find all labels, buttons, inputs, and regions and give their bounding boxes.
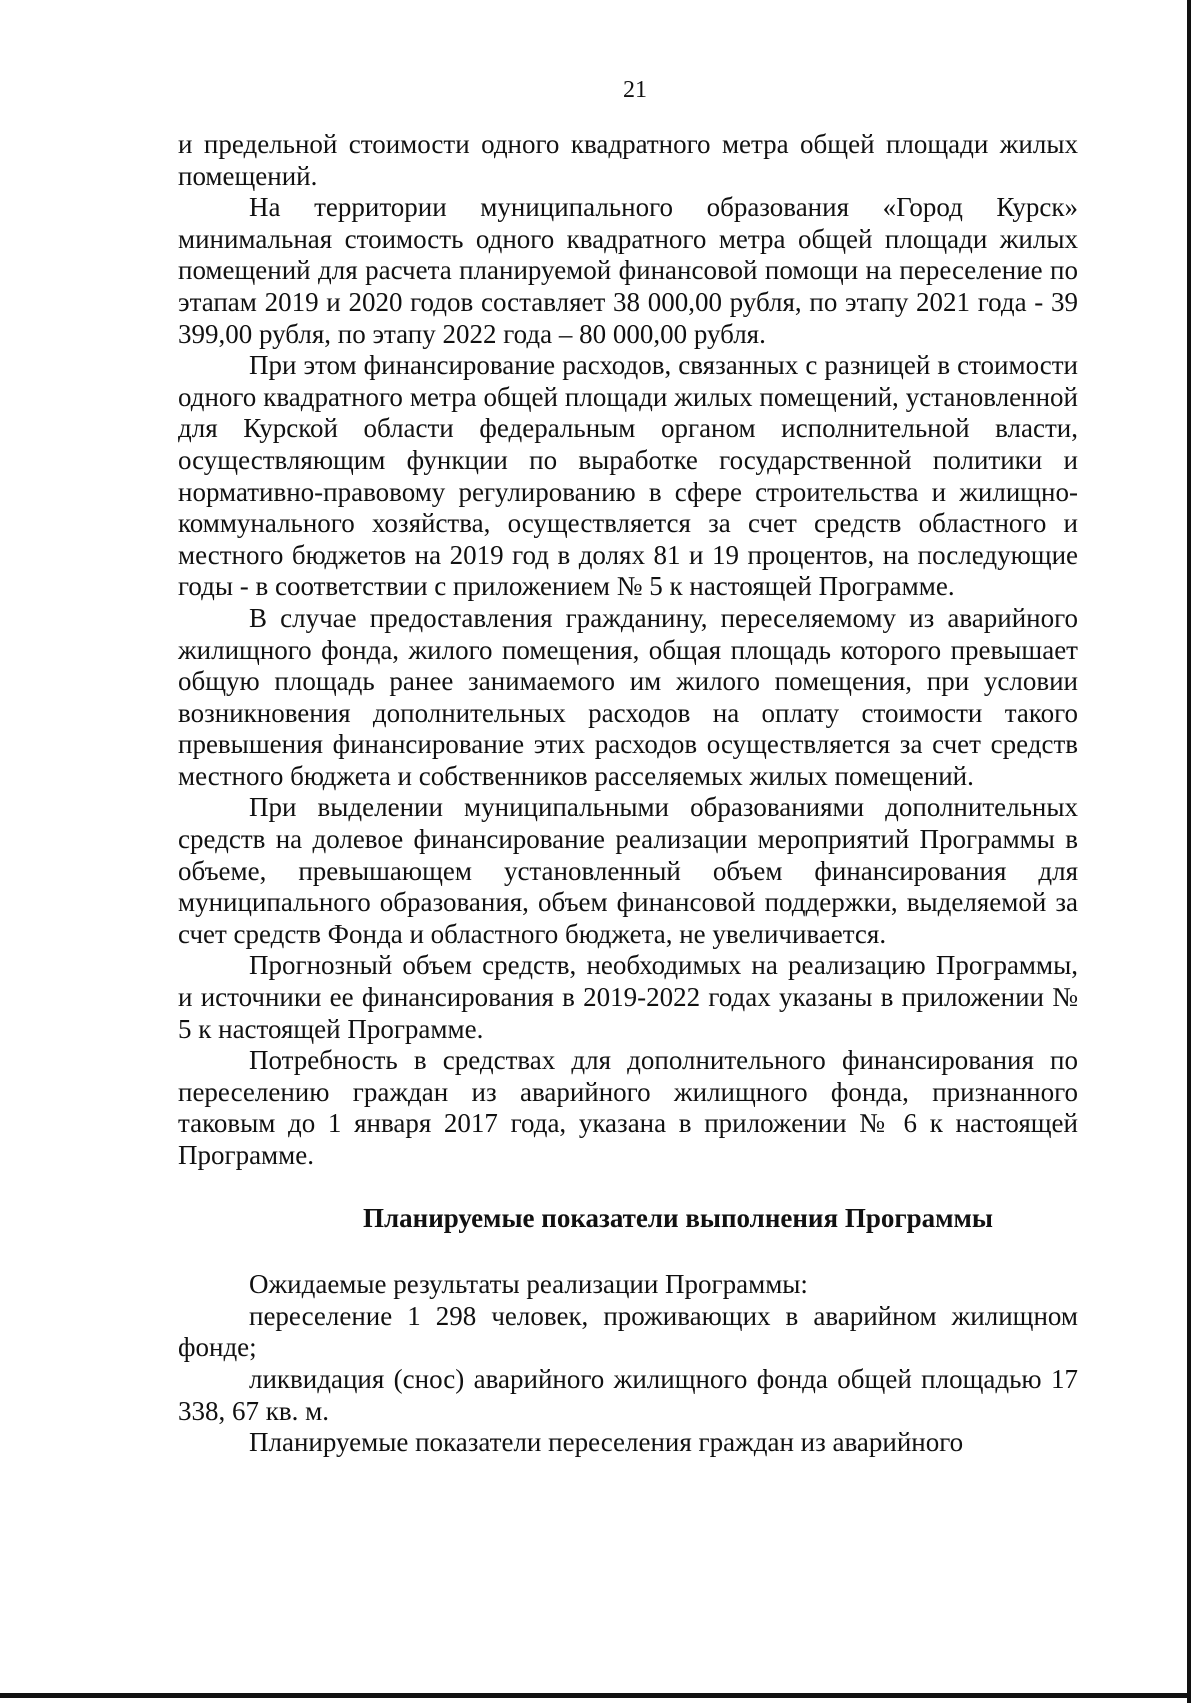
paragraph: Планируемые показатели переселения граждан из аварийного bbox=[249, 1427, 964, 1458]
paragraph-continuation: и предельной стоимости одного квадратного метра общей площади жилых помещений. bbox=[178, 129, 1078, 191]
paragraph: переселение 1 298 человек, проживающих в аварийном жилищном фонде; bbox=[178, 1300, 1078, 1363]
paragraph: Прогнозный объем средств, необходимых на реализацию Программы, и источники ее финансирования в 2019-2022 годах указаны в приложении № 5 к настоящей Программе. bbox=[178, 950, 1078, 1044]
scan-edge-bottom bbox=[0, 1693, 1191, 1698]
paragraph: При этом финансирование расходов, связанных с разницей в стоимости одного квадратного метра общей площади жилых помещений, установленной для Курской области федеральным органом исполнительной власти, осуществляющим функции по выработке государственной политики и нормативно-правовому регулированию в сфере строительства и жилищно-коммунального хозяйства, осуществляется за счет средств областного и местного бюджетов на 2019 год в долях 81 и 19 процентов, на последующие годы - в соответствии с приложением № 5 к настоящей Программе. bbox=[178, 350, 1078, 602]
paragraph: Ожидаемые результаты реализации Программы: bbox=[249, 1269, 808, 1300]
section-heading: Планируемые показатели выполнения Программы bbox=[362, 1202, 994, 1233]
paragraph: Потребность в средствах для дополнительного финансирования по переселению граждан из аварийного жилищного фонда, признанного таковым до 1 января 2017 года, указана в приложении № 6 к настоящей Программе. bbox=[178, 1045, 1078, 1170]
paragraph: В случае предоставления гражданину, переселяемому из аварийного жилищного фонда, жилого помещения, общая площадь которого превышает общую площадь ранее занимаемого им жилого помещения, при условии возникновения дополнительных расходов на оплату стоимости такого превышения финансирование этих расходов осуществляется за счет средств местного бюджета и собственников расселяемых жилых помещений. bbox=[178, 602, 1078, 791]
paragraph: На территории муниципального образования «Город Курск» минимальная стоимость одного квадратного метра общей площади жилых помещений для расчета планируемой финансовой помощи на переселение по этапам 2019 и 2020 годов составляет 38 000,00 рубля, по этапу 2021 года - 39 399,00 рубля, по этапу 2022 года – 80 000,00 рубля. bbox=[178, 192, 1078, 349]
paragraph: При выделении муниципальными образованиями дополнительных средств на долевое финансирование реализации мероприятий Программы в объеме, превышающем установленный объем финансирования для муниципального образования, объем финансовой поддержки, выделяемой за счет средств Фонда и областного бюджета, не увеличивается. bbox=[178, 792, 1078, 949]
scan-edge-right bbox=[1187, 0, 1191, 1703]
paragraph: ликвидация (снос) аварийного жилищного фонда общей площадью 17 338, 67 кв. м. bbox=[178, 1363, 1078, 1426]
document-body bbox=[178, 129, 1078, 1459]
page-number: 21 bbox=[623, 77, 647, 103]
